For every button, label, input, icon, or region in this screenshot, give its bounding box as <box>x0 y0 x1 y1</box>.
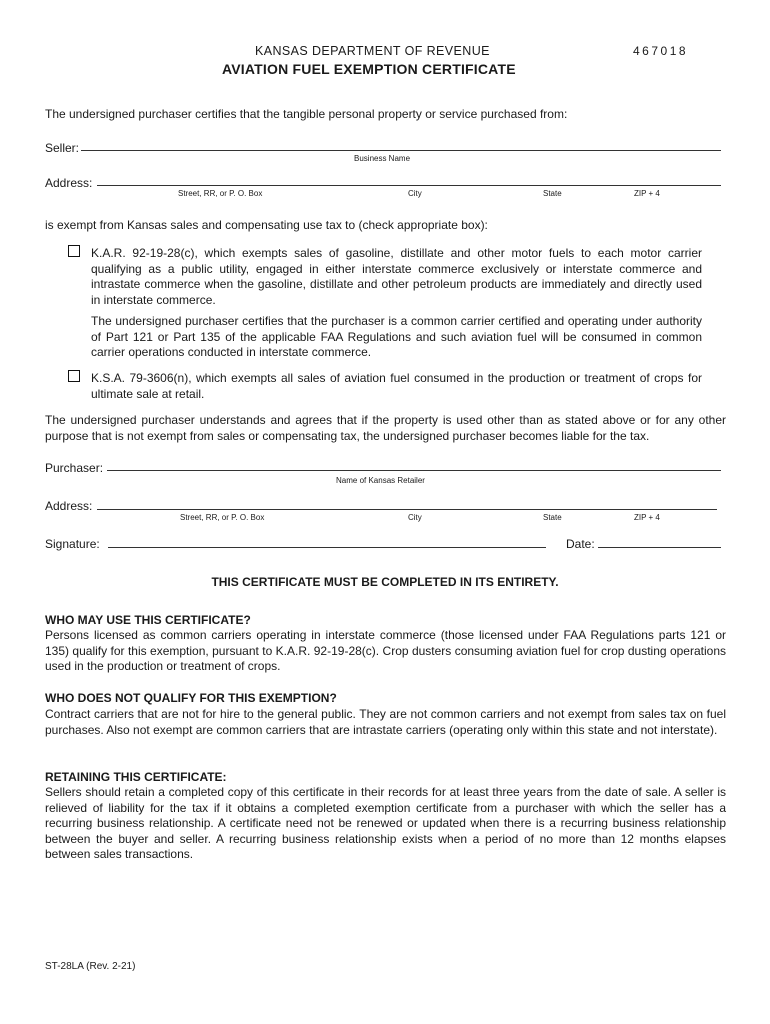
understanding-text: The undersigned purchaser understands and agrees that if the property is used other than as stated above or for any other purpose that is not exempt from sales or compensating tax, the undersigned purchaser becomes liable for the tax. <box>45 413 726 443</box>
option-kar-subtext: The undersigned purchaser certifies that the purchaser is a common carrier certified and operating under authority of Part 121 or Part 135 of the applicable FAA Regulations and such aviation fuel will be consumed in common carrier operations conducted in interstate commerce. <box>91 314 702 359</box>
who-may-use-body: Persons licensed as common carriers operating in interstate commerce (those licensed under FAA Regulations parts 121 or 135) qualify for this exemption, pursuant to K.A.R. 92-19-28(c). Crop dusters consuming aviation fuel for crop dusting operations used in the production or treatment of crops. <box>45 628 726 673</box>
purchaser-name-field[interactable] <box>107 470 721 471</box>
who-may-use-heading: WHO MAY USE THIS CERTIFICATE? <box>45 613 251 627</box>
retaining-heading: RETAINING THIS CERTIFICATE: <box>45 770 227 784</box>
intro-text: The undersigned purchaser certifies that the tangible personal property or service purchased from: <box>45 107 568 121</box>
seller-state-caption: State <box>543 189 562 198</box>
seller-address-field[interactable] <box>97 185 721 186</box>
page-title: AVIATION FUEL EXEMPTION CERTIFICATE <box>222 61 516 77</box>
seller-city-caption: City <box>408 189 422 198</box>
seller-name-field[interactable] <box>81 150 721 151</box>
date-label: Date: <box>566 537 595 551</box>
option-ksa-text: K.S.A. 79-3606(n), which exempts all sales of aviation fuel consumed in the production or treatment of crops for ultimate sale at retail. <box>91 371 702 401</box>
purchaser-city-caption: City <box>408 513 422 522</box>
purchaser-street-caption: Street, RR, or P. O. Box <box>180 513 265 522</box>
seller-street-caption: Street, RR, or P. O. Box <box>178 189 263 198</box>
purchaser-address-field[interactable] <box>97 509 717 510</box>
seller-zip-caption: ZIP + 4 <box>634 189 660 198</box>
date-field[interactable] <box>598 547 721 548</box>
business-name-caption: Business Name <box>354 154 411 163</box>
who-not-qualify-heading: WHO DOES NOT QUALIFY FOR THIS EXEMPTION? <box>45 691 337 705</box>
seller-address-label: Address: <box>45 176 93 190</box>
option-kar-checkbox[interactable] <box>68 245 80 257</box>
retailer-name-caption: Name of Kansas Retailer <box>336 476 425 485</box>
agency-name: KANSAS DEPARTMENT OF REVENUE <box>255 44 490 58</box>
option-kar-text: K.A.R. 92-19-28(c), which exempts sales of gasoline, distillate and other motor fuels to each motor carrier qualifying as a public utility, engaged in either interstate commerce exclusively or interstate commerce and intrastate commerce when the gasoline, distillate and other petroleum products are immediately and directly used in interstate commerce. <box>91 246 702 307</box>
option-ksa-checkbox[interactable] <box>68 370 80 382</box>
completion-notice: THIS CERTIFICATE MUST BE COMPLETED IN ITS ENTIRETY. <box>211 575 559 589</box>
signature-label: Signature: <box>45 537 100 551</box>
signature-field[interactable] <box>108 547 546 548</box>
seller-label: Seller: <box>45 141 80 155</box>
purchaser-label: Purchaser: <box>45 461 104 475</box>
form-revision: ST-28LA (Rev. 2-21) <box>45 961 136 972</box>
retaining-body: Sellers should retain a completed copy of this certificate in their records for at least three years from the date of sale. A seller is relieved of liability for the tax if it obtains a completed exemption certificate from a purchaser with which the seller has a recurring business relationship. A certificate need not be renewed or updated when there is a recurring business relationship between the buyer and seller. A recurring business relationship exists when a period of no more than 12 months elapses between sales transactions. <box>45 785 726 861</box>
who-not-qualify-body: Contract carriers that are not for hire to the general public. They are not common carriers and not exempt from sales tax on fuel purchases. Also not exempt are common carriers that are intrastate carriers (operating only within this state and not interstate). <box>45 707 726 737</box>
form-number: 467018 <box>633 44 689 58</box>
purchaser-zip-caption: ZIP + 4 <box>634 513 660 522</box>
purchaser-state-caption: State <box>543 513 562 522</box>
exempt-intro: is exempt from Kansas sales and compensating use tax to (check appropriate box): <box>45 218 488 232</box>
purchaser-address-label: Address: <box>45 499 93 513</box>
